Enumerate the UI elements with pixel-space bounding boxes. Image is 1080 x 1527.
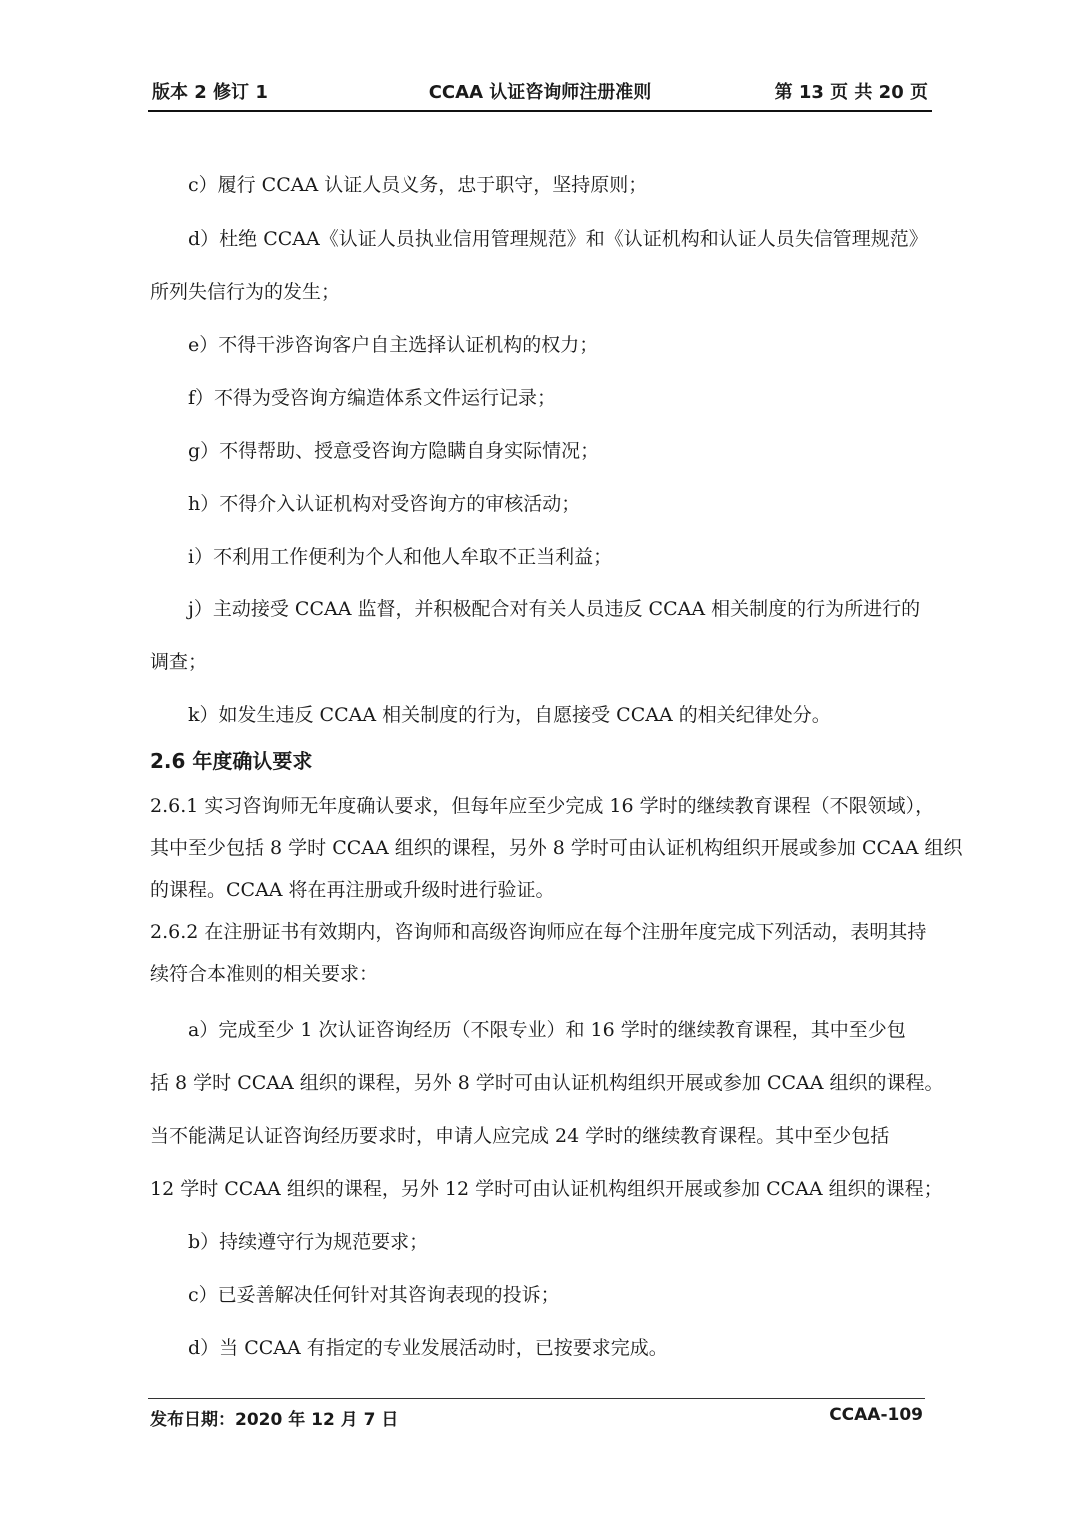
item-c: c）履行 CCAA 认证人员义务，忠于职守，坚持原则； xyxy=(188,174,648,196)
page-footer xyxy=(148,1398,925,1435)
page-header xyxy=(148,72,932,112)
para-2-6-1-line1: 2.6.1 实习咨询师无年度确认要求，但每年应至少完成 16 学时的继续教育课程（不限领域）， xyxy=(150,795,935,817)
para-2-6-1-line3: 的课程。CCAA 将在再注册或升级时进行验证。 xyxy=(150,879,555,901)
para-2-6-2-line2: 续符合本准则的相关要求： xyxy=(150,963,379,985)
item-e: e）不得干涉咨询客户自主选择认证机构的权力； xyxy=(188,334,599,356)
para-2-6-1-line2: 其中至少包括 8 学时 CCAA 组织的课程，另外 8 学时可由认证机构组织开展或参加 CCAA 组织 xyxy=(150,837,963,859)
header-title: CCAA 认证咨询师注册准则 xyxy=(428,82,652,103)
item-j-line2: 调查； xyxy=(150,651,208,673)
footer-doc-code: CCAA-109 xyxy=(829,1405,923,1425)
item-a-line3: 当不能满足认证咨询经历要求时，申请人应完成 24 学时的继续教育课程。其中至少包括 xyxy=(150,1125,890,1147)
item-a-line2: 括 8 学时 CCAA 组织的课程，另外 8 学时可由认证机构组织开展或参加 CCAA 组织的课程。 xyxy=(150,1072,944,1094)
item-b: b）持续遵守行为规范要求； xyxy=(188,1231,429,1253)
item-a-line4: 12 学时 CCAA 组织的课程，另外 12 学时可由认证机构组织开展或参加 CCAA 组织的课程； xyxy=(150,1178,943,1200)
item-i: i）不利用工作便利为个人和他人牟取不正当利益； xyxy=(188,546,613,568)
item-j-line1: j）主动接受 CCAA 监督，并积极配合对有关人员违反 CCAA 相关制度的行为所进行的 xyxy=(188,598,921,620)
section-title: 2.6 年度确认要求 xyxy=(150,749,313,773)
item-a-line1: a）完成至少 1 次认证咨询经历（不限专业）和 16 学时的继续教育课程，其中至少包 xyxy=(188,1019,906,1041)
header-version: 版本 2 修订 1 xyxy=(152,82,268,103)
item-h: h）不得介入认证机构对受咨询方的审核活动； xyxy=(188,493,581,515)
item-k: k）如发生违反 CCAA 相关制度的行为，自愿接受 CCAA 的相关纪律处分。 xyxy=(188,704,831,726)
item-c2: c）已妥善解决任何针对其咨询表现的投诉； xyxy=(188,1284,560,1306)
footer-publish-date: 发布日期：2020 年 12 月 7 日 xyxy=(150,1410,399,1430)
item-f: f）不得为受咨询方编造体系文件运行记录； xyxy=(188,387,557,409)
header-page-number: 第 13 页 共 20 页 xyxy=(774,82,928,103)
item-d-line1: d）杜绝 CCAA《认证人员执业信用管理规范》和《认证机构和认证人员失信管理规范》 xyxy=(188,228,928,250)
para-2-6-2-line1: 2.6.2 在注册证书有效期内，咨询师和高级咨询师应在每个注册年度完成下列活动，表明其持 xyxy=(150,921,927,943)
item-d2: d）当 CCAA 有指定的专业发展活动时，已按要求完成。 xyxy=(188,1337,668,1359)
item-g: g）不得帮助、授意受咨询方隐瞒自身实际情况； xyxy=(188,440,600,462)
item-d-line2: 所列失信行为的发生； xyxy=(150,281,341,303)
